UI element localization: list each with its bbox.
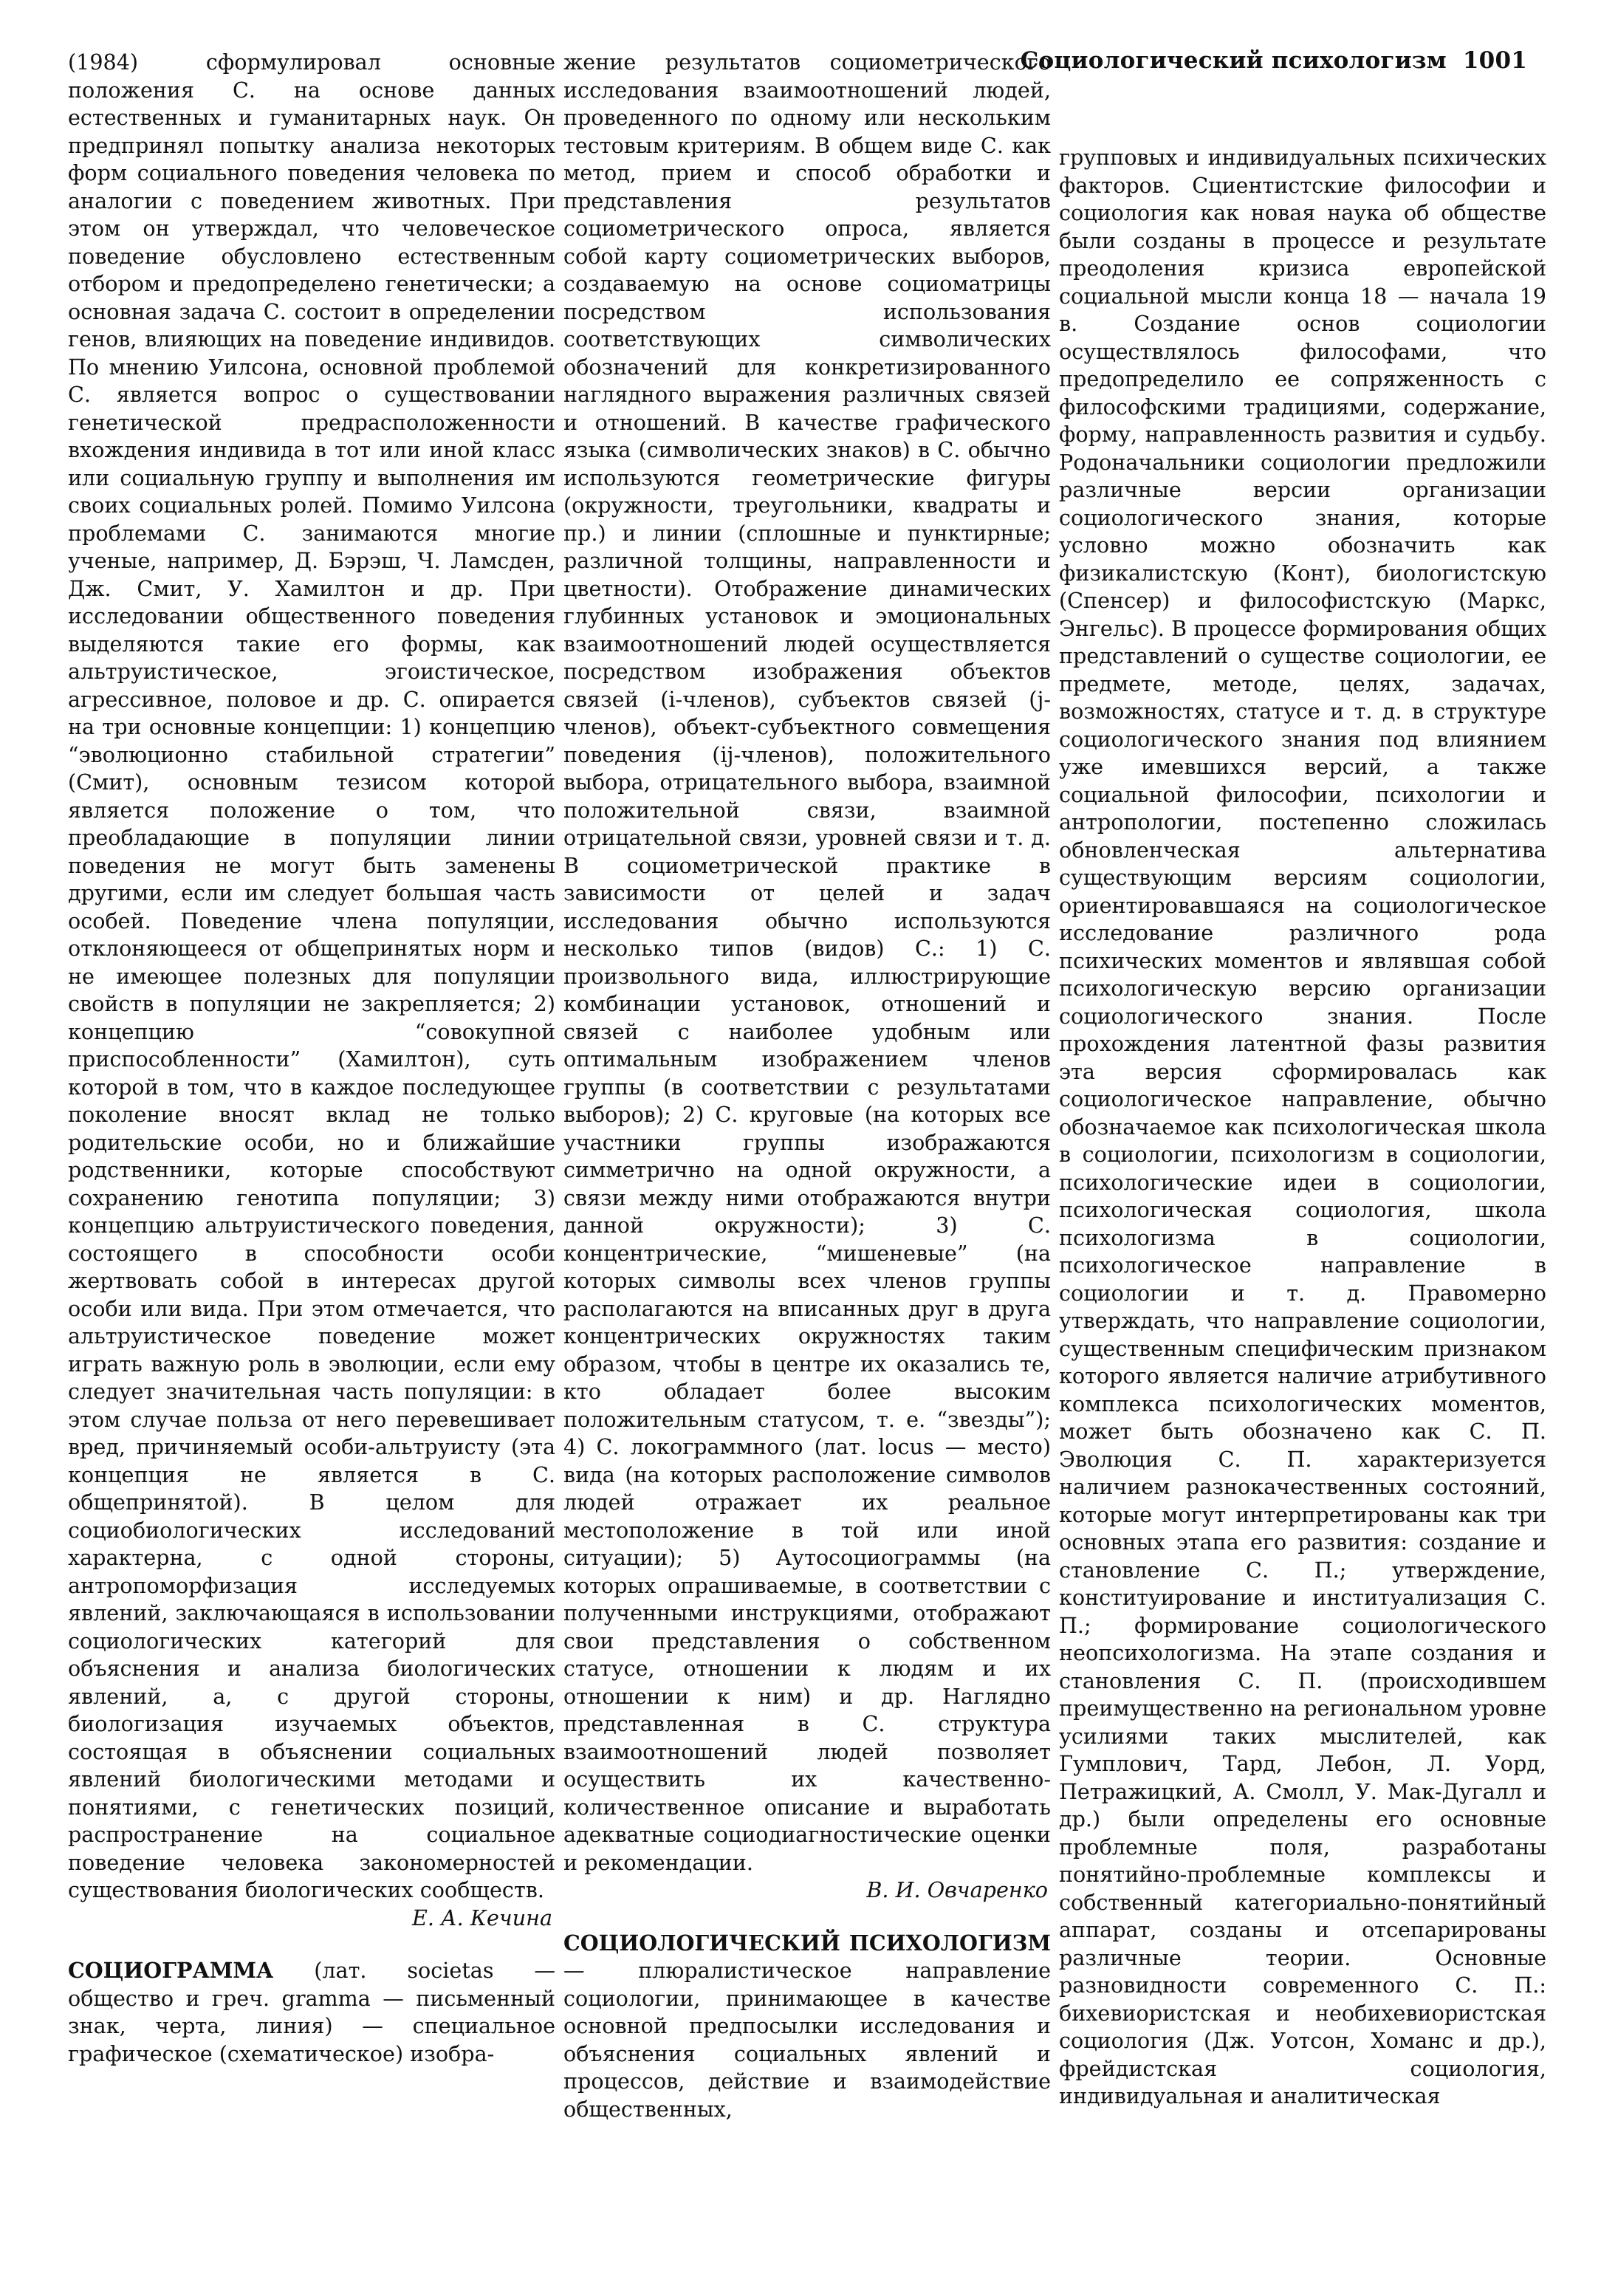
author-signature-2: В. И. Овчаренко [866, 1877, 1048, 1902]
entry-headword-sociogram: СОЦИОГРАММА [68, 1958, 274, 1983]
text-column-1 [68, 49, 555, 2068]
entry-text-sociogram: (лат. societas — общество и греч. gramma — письменный знак, черта, линия) — специальное графическое (схематическое) изобра- [68, 1958, 555, 2066]
column-3-body: групповых и индивидуальных психических факторов. Сциентистские философии и социология как новая наука об обществе были созданы в процессе и результате преодоления кризиса европейской социальной мысли конца 18 — начала 19 в. Создание основ социологии осуществлялось философами, что предопределило ее сопряженность с философскими традициями, содержание, форму, направленность развития и судьбу. Родоначальники социологии предложили различные версии организации социологического знания, которые условно можно обозначить как физикалистскую (Конт), биологистскую (Спенсер) и философистскую (Маркс, Энгельс). В процессе формирования общих представлений о существе социологии, ее предмете, методе, целях, задачах, возможностях, статусе и т. д. в структуре социологического знания под влиянием уже имевшихся версий, а также социальной философии, психологии и антропологии, постепенно сложилась обновленческая альтернатива существующим версиям социологии, ориентировавшаяся на социологическое исследование различного рода психических моментов и являвшая собой психологическую версию организации социологического знания. После прохождения латентной фазы развития эта версия сформировалась как социологическое направление, обычно обозначаемое как психологическая школа в социологии, психологизм в социологии, психологические идеи в социологии, психологическая социология, школа психологизма в социологии, психологическое направление в социологии и т. д. Правомерно утверждать, что направление социологии, существенным специфическим признаком которого является наличие атрибутивного комплекса психологических моментов, может быть обозначено как С. П. Эволюция С. П. характеризуется наличием разнокачественных состояний, которые могут интерпретированы как три основных этапа его развития: создание и становление С. П.; утверждение, конституирование и институализация С. П.; формирование социологического неопсихологизма. На этапе создания и становления С. П. (происходившем преимущественно на региональном уровне усилиями таких мыслителей, как Гумплович, Тард, Лебон, Л. Уорд, Петражицкий, А. Смолл, У. Мак-Дугалл и др.) были определены его основные проблемные поля, разработаны понятийно-проблемные комплексы и собственный категориально-понятийный аппарат, созданы и отсепарированы различные теории. Основные разновидности современного С. П.: бихевиористская и необихевиористская социология (Дж. Уотсон, Хоманс и др.), фрейдистская социология, индивидуальная и аналитическая [1059, 145, 1546, 2108]
column-1-body: (1984) сформулировал основные положения С. на основе данных естественных и гуманитарных наук. Он предпринял попытку анализа некоторых форм социального поведения человека по аналогии с поведением животных. При этом он утверждал, что человеческое поведение обусловлено естественным отбором и предопределено генетически; а основная задача С. состоит в определении генов, влияющих на поведение индивидов. По мнению Уилсона, основной проблемой С. является вопрос о существовании генетической предрасположенности вхождения индивида в тот или иной класс или социальную группу и выполнения им своих социальных ролей. Помимо Уилсона проблемами С. занимаются многие ученые, например, Д. Бэрэш, Ч. Ламсден, Дж. Смит, У. Хамилтон и др. При исследовании общественного поведения выделяются такие его формы, как альтруистическое, эгоистическое, агрессивное, половое и др. С. опирается на три основные концепции: 1) концепцию “эволюционно стабильной стратегии” (Смит), основным тезисом которой является положение о том, что преобладающие в популяции линии поведения не могут быть заменены другими, если им следует большая часть особей. Поведение члена популяции, отклоняющееся от общепринятых норм и не имеющее полезных для популяции свойств в популяции не закрепляется; 2) концепцию “совокупной приспособленности” (Хамилтон), суть которой в том, что в каждое последующее поколение вносят вклад не только родительские особи, но и ближайшие родственники, которые способствуют сохранению генотипа популяции; 3) концепцию альтруистического поведения, состоящего в способности особи жертвовать собой в интересах другой особи или вида. При этом отмечается, что альтруистическое поведение может играть важную роль в эволюции, если ему следует значительная часть популяции: в этом случае польза от него перевешивает вред, причиняемый особи-альтруисту (эта концепция не является в С. общепринятой). В целом для социобиологических исследований характерна, с одной стороны, антропоморфизация исследуемых явлений, заключающаяся в использовании социологических категорий для объяснения и анализа биологических явлений, а, с другой стороны, биологизация изучаемых объектов, состоящая в объяснении социальных явлений биологическими методами и понятиями, с генетических позиций, распространение на социальное поведение человека закономерностей существования биологических сообществ. [68, 49, 555, 1902]
entry-sociological-psychologism [563, 1930, 1051, 2124]
entry-sociogram [68, 1957, 555, 2068]
author-signature-1: Е. А. Кечина [411, 1905, 552, 1930]
page-number: 1001 [1462, 47, 1527, 74]
entry-text-psychologism: — плюралистическое направление социологии, принимающее в качестве основной предпосылки исследования и объяснения социальных явлений и процессов, действие и взаимодействие общественных, [563, 1958, 1051, 2122]
running-head [1021, 47, 1527, 74]
column-2-body: жение результатов социометрического исследования взаимоотношений людей, проведенного по одному или нескольким тестовым критериям. В общем виде С. как метод, прием и способ обработки и представления результатов социометрического опроса, является собой карту социометрических выборов, создаваемую на основе социоматрицы посредством использования соответствующих символических обозначений для конкретизированного наглядного выражения различных связей и отношений. В качестве графического языка (символических знаков) в С. обычно используются геометрические фигуры (окружности, треугольники, квадраты и пр.) и линии (сплошные и пунктирные; различной толщины, направленности и цветности). Отображение динамических глубинных установок и эмоциональных взаимоотношений людей осуществляется посредством изображения объектов связей (i-членов), субъектов связей (j-членов), объект-субъектного совмещения поведения (ij-членов), положительного выбора, отрицательного выбора, взаимной положительной связи, взаимной отрицательной связи, уровней связи и т. д. В социометрической практике в зависимости от целей и задач исследования обычно используются несколько типов (видов) С.: 1) С. произвольного вида, иллюстрирующие комбинации установок, отношений и связей с наиболее удобным или оптимальным изображением членов группы (в соответствии с результатами выборов); 2) С. круговые (на которых все участники группы изображаются симметрично на одной окружности, а связи между ними отображаются внутри данной окружности); 3) С. концентрические, “мишеневые” (на которых символы всех членов группы располагаются на вписанных друг в друга концентрических окружностях таким образом, чтобы в центре их оказались те, кто обладает более высоким положительным статусом, т. е. “звезды”); 4) С. локограммного (лат. locus — место) вида (на которых расположение символов людей отражает их реальное местоположение в той или иной ситуации); 5) Аутосоциограммы (на которых опрашиваемые, в соответствии с полученными инструкциями, отображают свои представления о собственном статусе, отношении к людям и их отношении к ним) и др. Наглядно представленная в С. структура взаимоотношений людей позволяет осуществить их качественно-количественное описание и выработать адекватные социодиагностические оценки и рекомендации. [563, 49, 1051, 1875]
text-column-2 [563, 49, 1051, 2123]
running-head-title: Социологический психологизм [1020, 47, 1447, 74]
entry-headword-psychologism: СОЦИОЛОГИЧЕСКИЙ ПСИХОЛОГИЗМ [563, 1930, 1051, 1956]
text-column-3 [1059, 144, 1546, 2111]
